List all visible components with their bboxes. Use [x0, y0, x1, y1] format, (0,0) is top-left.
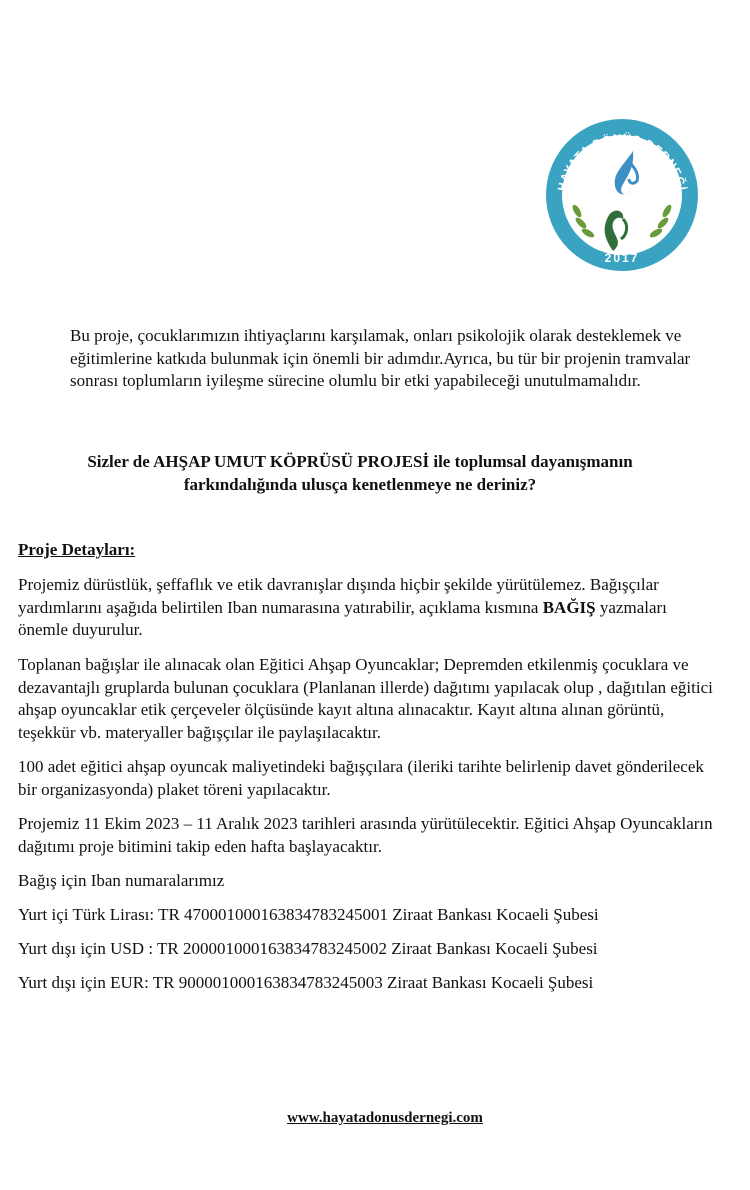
intro-paragraph: Bu proje, çocuklarımızın ihtiyaçlarını karşılamak, onları psikolojik olarak desteklemek ve eğitimlerine katkıda bulunmak için önemli bir adımdır.Ayrıca, bu tür bir projenin tramvalar sonrası toplumların iyileşme sürecine olumlu bir etki yapabileceği unutulmamalıdır. [70, 326, 691, 390]
details-paragraph-4: Projemiz 11 Ekim 2023 – 11 Aralık 2023 tarihleri arasında yürütülecektir. Eğitici Ahşap Oyuncakların dağıtımı proje bitimini takip eden hafta başlayacaktır. [18, 814, 713, 856]
callout-after: ile toplumsal dayanışmanın farkındalığında ulusça kenetlenmeye ne deriniz? [183, 452, 633, 494]
project-name: AHŞAP UMUT KÖPRÜSÜ PROJESİ [153, 452, 430, 471]
iban-heading: Bağış için Iban numaralarımız [18, 871, 225, 890]
association-logo [543, 111, 701, 279]
details-paragraph-1 [18, 574, 718, 642]
iban-eur: Yurt dışı için EUR: TR 900001000163834783245003 Ziraat Bankası Kocaeli Şubesi [18, 973, 594, 992]
iban-usd: Yurt dışı için USD : TR 200001000163834783245002 Ziraat Bankası Kocaeli Şubesi [18, 939, 598, 958]
details-paragraph-3: 100 adet eğitici ahşap oyuncak maliyetindeki bağışçılara (ileriki tarihte belirlenip davet gönderilecek bir organizasyonda) plaket töreni yapılacaktır. [18, 757, 704, 799]
p1-before: Projemiz dürüstlük, şeffaflık ve etik davranışlar dışında hiçbir şekilde yürütülemez. Bağışçılar yardımlarını aşağıda belirtilen Iban numarasına yatırabilir, açıklama kısmına [18, 575, 659, 617]
iban-try: Yurt içi Türk Lirası: TR 470001000163834783245001 Ziraat Bankası Kocaeli Şubesi [18, 905, 599, 924]
details-heading: Proje Detayları: [18, 540, 136, 559]
p1-after: yazmaları önemle duyurulur. [18, 597, 667, 639]
details-paragraph-2: Toplanan bağışlar ile alınacak olan Eğitici Ahşap Oyuncaklar; Depremden etkilenmiş çocuklara ve dezavantajlı gruplarda bulunan çocuklara (Planlanan illerde) dağıtımı yapılacak olup , dağıtılan eğitici ahşap oyuncaklar etik çerçeveler ölçüsünde kayıt altına alınacaktır. Kayıt altına alınan görüntü, teşekkür vb. materyaller bağışçılar ile paylaşılacaktır. [18, 655, 713, 742]
logo-arc-text: HAYATA DÖNÜŞ DERNEĞİ [556, 132, 688, 193]
p1-bold: BAĞIŞ [542, 597, 596, 617]
callout-before: Sizler de [87, 452, 154, 471]
logo-year: 2017 [604, 251, 640, 265]
callout-question [40, 451, 680, 496]
website-link[interactable]: www.hayatadonusdernegi.com [287, 1110, 483, 1126]
